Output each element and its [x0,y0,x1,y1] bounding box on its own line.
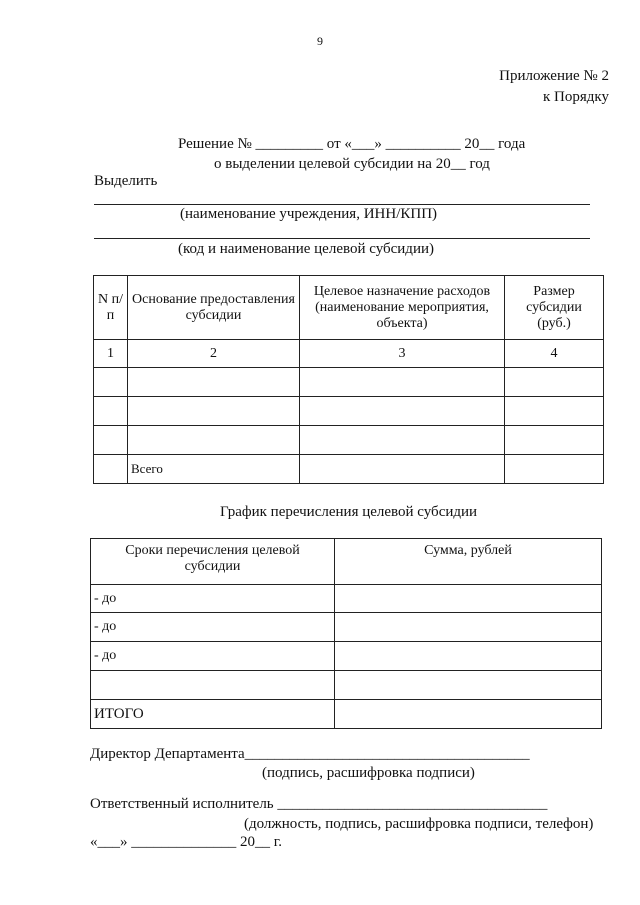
table-cell [505,368,604,397]
table-row [94,426,604,455]
date-line: «___» ______________ 20__ г. [90,834,282,850]
col-basis-header: Основание предоставления субсидии [128,276,300,340]
decision-title: Решение № _________ от «___» __________ 20__ года [178,136,526,152]
appendix-line1: Приложение № 2 [499,68,609,84]
table-row [94,397,604,426]
schedule-term: - до [91,585,335,613]
table-header-row [94,276,604,340]
executor-label: Ответственный исполнитель ____________________________________ [90,796,548,812]
director-caption: (подпись, расшифровка подписи) [262,765,475,781]
schedule-row [91,585,602,613]
page-number: 9 [317,34,323,48]
col-purpose-header: Целевое назначение расходов (наименование мероприятия, объекта) [300,276,505,340]
table-cell [505,397,604,426]
table-cell [300,397,505,426]
institution-line [94,204,590,205]
subsidy-line [94,238,590,239]
table-row [94,368,604,397]
col-number-1: 1 [94,340,128,368]
table-cell [128,368,300,397]
schedule-terms-header: Сроки перечисления целевой субсидии [91,539,335,585]
table-cell [94,426,128,455]
schedule-table [90,538,602,729]
schedule-sum [335,642,602,671]
director-label: Директор Департамента______________________________________ [90,746,530,762]
schedule-sum [335,613,602,642]
executor-caption: (должность, подпись, расшифровка подписи, телефон) [244,816,594,832]
subsidy-table [93,275,604,484]
table-cell [300,426,505,455]
decision-subtitle: о выделении целевой субсидии на 20__ год [214,156,490,172]
table-cell [94,368,128,397]
schedule-header-row [91,539,602,585]
schedule-total-row [91,700,602,729]
table-cell [128,397,300,426]
appendix-line2: к Порядку [543,89,609,105]
table-total-row [94,455,604,484]
schedule-row [91,642,602,671]
schedule-sum-header: Сумма, рублей [335,539,602,585]
table-cell [505,426,604,455]
table-cell [505,455,604,484]
schedule-term [91,671,335,700]
col-number-3: 3 [300,340,505,368]
schedule-total-label: ИТОГО [91,700,335,729]
schedule-sum [335,700,602,729]
col-number-4: 4 [505,340,604,368]
schedule-sum [335,585,602,613]
schedule-row [91,671,602,700]
appendix-header [499,66,609,108]
col-number-2: 2 [128,340,300,368]
col-amount-header: Размер субсидии (руб.) [505,276,604,340]
table-cell [300,455,505,484]
institution-caption: (наименование учреждения, ИНН/КПП) [180,206,438,222]
allocate-label: Выделить [94,173,158,189]
table-cell [128,426,300,455]
col-number-header: N п/п [94,276,128,340]
schedule-title: График перечисления целевой субсидии [220,504,478,520]
schedule-row [91,613,602,642]
table-number-row [94,340,604,368]
subsidy-caption: (код и наименование целевой субсидии) [178,241,434,257]
schedule-term: - до [91,613,335,642]
table-cell [94,455,128,484]
table-cell [300,368,505,397]
schedule-sum [335,671,602,700]
table-cell [94,397,128,426]
schedule-term: - до [91,642,335,671]
total-label: Всего [128,455,300,484]
